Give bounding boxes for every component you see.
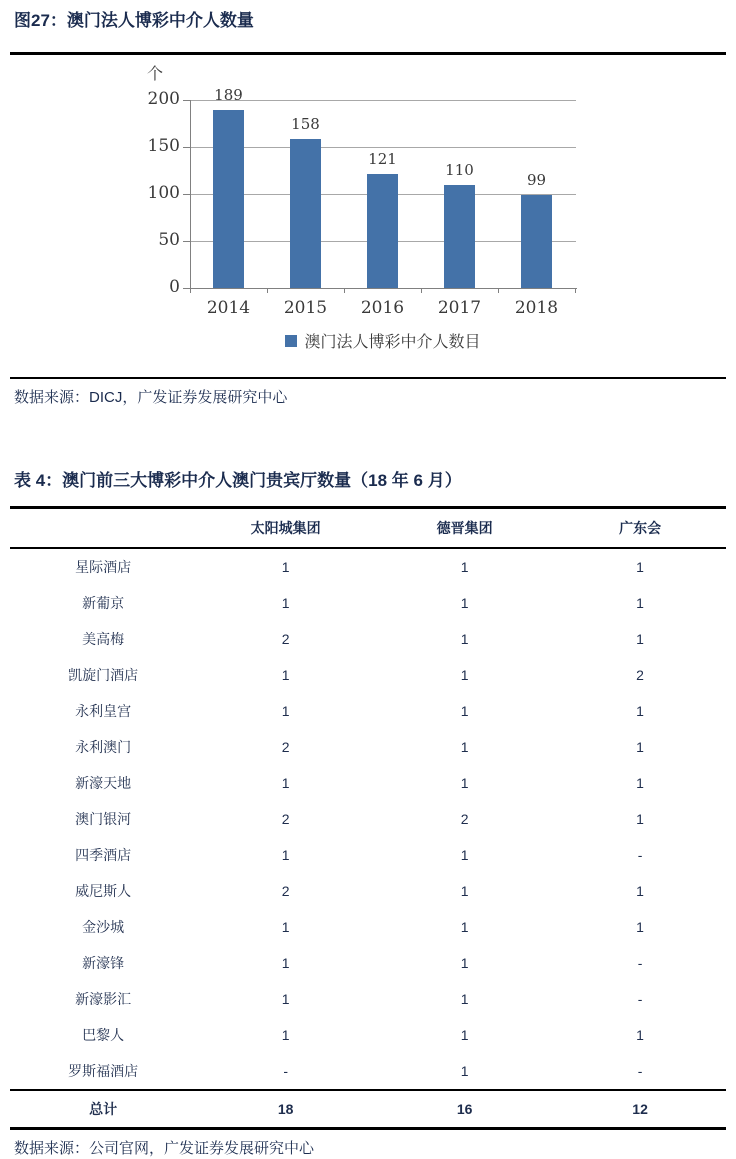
figure-source-note: 数据来源：DICJ，广发证券发展研究中心 xyxy=(14,389,288,406)
count-cell: 1 xyxy=(460,991,469,1007)
venue-name-cell: 澳门银河 xyxy=(75,811,132,827)
count-cell: 1 xyxy=(281,595,290,611)
table-row xyxy=(10,837,726,873)
y-tick-mark xyxy=(183,241,190,242)
y-tick-label: 200 xyxy=(147,89,180,109)
count-cell: 1 xyxy=(636,559,644,575)
count-cell: 1 xyxy=(636,703,644,719)
bar-value-label: 158 xyxy=(291,115,320,133)
count-cell: 1 xyxy=(281,667,290,683)
count-cell: 1 xyxy=(460,559,469,575)
bar-chart xyxy=(10,55,726,377)
count-cell: - xyxy=(637,991,643,1007)
venue-name-cell: 四季酒店 xyxy=(75,847,132,863)
total-count-cell: 16 xyxy=(375,1090,554,1129)
x-category-label: 2015 xyxy=(283,298,328,318)
count-cell: 1 xyxy=(281,955,290,971)
y-axis-line xyxy=(190,100,191,288)
y-tick-label: 50 xyxy=(158,230,180,250)
y-tick-mark xyxy=(183,288,190,289)
count-cell: 2 xyxy=(281,883,290,899)
figure-title: 图27：澳门法人博彩中介人数量 xyxy=(14,11,254,30)
y-tick-mark xyxy=(183,147,190,148)
count-cell: 1 xyxy=(636,1027,644,1043)
column-header: 德晋集团 xyxy=(375,508,554,549)
column-header xyxy=(10,508,196,549)
venue-name-cell: 永利澳门 xyxy=(75,739,132,755)
venue-name-cell: 新葡京 xyxy=(82,595,125,611)
count-cell: 2 xyxy=(460,811,469,827)
venue-name-cell: 凯旋门酒店 xyxy=(68,667,139,683)
bar-value-label: 189 xyxy=(214,86,243,104)
count-cell: 1 xyxy=(460,1063,469,1079)
count-cell: 1 xyxy=(460,775,469,791)
x-category-label: 2018 xyxy=(514,298,559,318)
table-row xyxy=(10,765,726,801)
table-row xyxy=(10,1053,726,1090)
table-row xyxy=(10,657,726,693)
column-header: 太阳城集团 xyxy=(196,508,375,549)
count-cell: 1 xyxy=(636,631,644,647)
count-cell: - xyxy=(637,847,643,863)
x-tick-mark xyxy=(344,288,345,293)
count-cell: 1 xyxy=(636,883,644,899)
count-cell: 1 xyxy=(460,667,469,683)
vip-room-table xyxy=(10,506,726,1130)
total-count-cell: 18 xyxy=(196,1090,375,1129)
table-row xyxy=(10,801,726,837)
count-cell: 1 xyxy=(281,919,290,935)
gridline xyxy=(190,147,576,148)
table-total-row xyxy=(10,1090,726,1129)
table-row xyxy=(10,621,726,657)
count-cell: 1 xyxy=(460,847,469,863)
report-page xyxy=(0,10,736,1159)
x-category-label: 2016 xyxy=(360,298,405,318)
count-cell: 1 xyxy=(460,703,469,719)
table-row xyxy=(10,1017,726,1053)
bar xyxy=(290,139,321,288)
venue-name-cell: 新濠影汇 xyxy=(75,991,132,1007)
y-tick-label: 0 xyxy=(169,277,180,297)
venue-name-cell: 永利皇宫 xyxy=(75,703,132,719)
count-cell: 1 xyxy=(636,739,644,755)
bar xyxy=(367,174,398,288)
bar-value-label: 121 xyxy=(368,150,397,168)
venue-name-cell: 威尼斯人 xyxy=(75,883,132,899)
table-row xyxy=(10,548,726,585)
bar xyxy=(521,195,552,288)
count-cell: 1 xyxy=(281,847,290,863)
total-label-cell: 总计 xyxy=(10,1090,196,1129)
count-cell: 1 xyxy=(636,775,644,791)
count-cell: - xyxy=(637,955,643,971)
count-cell: 2 xyxy=(281,739,290,755)
count-cell: 1 xyxy=(460,739,469,755)
x-tick-mark xyxy=(267,288,268,293)
x-tick-mark xyxy=(498,288,499,293)
table-title: 表 4：澳门前三大博彩中介人澳门贵宾厅数量（18 年 6 月） xyxy=(14,471,462,490)
table-row xyxy=(10,693,726,729)
chart-legend xyxy=(190,329,576,352)
count-cell: 1 xyxy=(460,919,469,935)
y-tick-mark xyxy=(183,194,190,195)
y-tick-label: 100 xyxy=(147,183,180,203)
bar xyxy=(213,110,244,288)
bar xyxy=(444,185,475,288)
count-cell: 1 xyxy=(281,991,290,1007)
venue-name-cell: 金沙城 xyxy=(82,919,125,935)
x-tick-mark xyxy=(575,288,576,293)
venue-name-cell: 罗斯福酒店 xyxy=(68,1063,139,1079)
count-cell: 1 xyxy=(460,1027,469,1043)
venue-name-cell: 巴黎人 xyxy=(82,1027,125,1043)
legend-label: 澳门法人博彩中介人数目 xyxy=(304,332,481,351)
count-cell: 1 xyxy=(281,775,290,791)
bar-value-label: 110 xyxy=(445,161,474,179)
table-row xyxy=(10,945,726,981)
count-cell: - xyxy=(283,1063,288,1079)
count-cell: 1 xyxy=(636,811,644,827)
x-tick-mark xyxy=(421,288,422,293)
count-cell: 1 xyxy=(460,595,469,611)
venue-name-cell: 新濠天地 xyxy=(75,775,132,791)
venue-name-cell: 美高梅 xyxy=(82,631,125,647)
count-cell: 1 xyxy=(281,1027,290,1043)
venue-name-cell: 星际酒店 xyxy=(75,559,132,575)
count-cell: - xyxy=(637,1063,643,1079)
table-source-note: 数据来源：公司官网，广发证券发展研究中心 xyxy=(14,1140,315,1157)
x-axis-line xyxy=(190,288,577,289)
table-header xyxy=(10,508,726,549)
count-cell: 1 xyxy=(281,703,290,719)
y-tick-label: 150 xyxy=(147,136,180,156)
count-cell: 1 xyxy=(636,595,644,611)
column-header: 广东会 xyxy=(554,508,726,549)
count-cell: 2 xyxy=(281,631,290,647)
count-cell: 1 xyxy=(636,919,644,935)
total-count-cell: 12 xyxy=(554,1090,726,1129)
count-cell: 1 xyxy=(281,559,290,575)
table-row xyxy=(10,585,726,621)
x-category-label: 2014 xyxy=(206,298,251,318)
legend-swatch-icon xyxy=(285,335,297,347)
y-axis-unit-label: 个 xyxy=(146,64,163,83)
count-cell: 2 xyxy=(636,667,644,683)
count-cell: 2 xyxy=(281,811,290,827)
venue-name-cell: 新濠锋 xyxy=(82,955,125,971)
table-row xyxy=(10,873,726,909)
y-tick-mark xyxy=(183,100,190,101)
table-row xyxy=(10,909,726,945)
count-cell: 1 xyxy=(460,631,469,647)
x-category-label: 2017 xyxy=(437,298,482,318)
table-row xyxy=(10,729,726,765)
bar-value-label: 99 xyxy=(526,171,547,189)
table-row xyxy=(10,981,726,1017)
count-cell: 1 xyxy=(460,955,469,971)
x-tick-mark xyxy=(190,288,191,293)
count-cell: 1 xyxy=(460,883,469,899)
